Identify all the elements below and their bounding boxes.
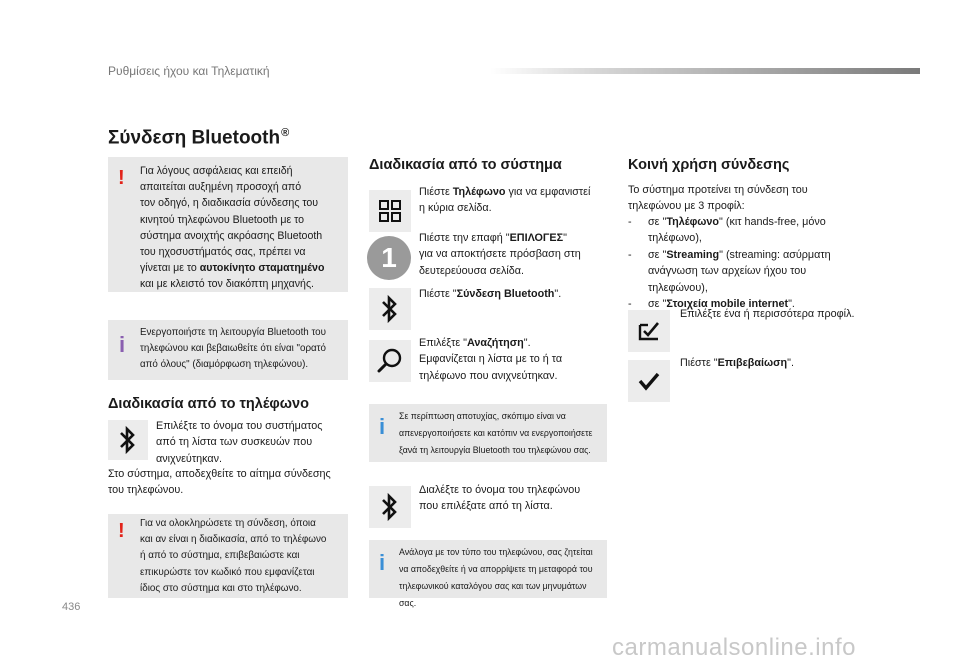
list-item: - σε "Streaming" (streaming: ασύρματη bbox=[628, 248, 831, 261]
list-item: - σε "Τηλέφωνο" (κιτ hands-free, μόνο bbox=[628, 216, 826, 228]
confirm-button[interactable] bbox=[628, 360, 670, 402]
info-note-enable-bluetooth bbox=[108, 320, 348, 380]
select-profiles-button[interactable] bbox=[628, 310, 670, 352]
system-step3-text: Πιέστε "Σύνδεση Bluetooth". bbox=[419, 288, 562, 300]
info-note-text: Ανάλογα με τον τύπο του τηλεφώνου, σας ζητείται να αποδεχθείτε ή να απορρίψετε τη μεταφορά του τηλεφωνικού καταλόγου σας και των μηνυμάτων σας. bbox=[399, 547, 593, 608]
bluetooth-icon bbox=[379, 294, 401, 324]
watermark: carmanualsonline.info bbox=[612, 634, 856, 661]
bluetooth-connection-button[interactable] bbox=[369, 288, 411, 330]
registered-mark: ® bbox=[281, 127, 290, 139]
grid-icon bbox=[378, 199, 402, 223]
search-icon bbox=[376, 347, 404, 375]
phone-procedure-step-text: Επιλέξτε το όνομα του συστήματος από τη λίστα των συσκευών που ανιχνεύτηκαν. bbox=[156, 420, 323, 465]
info-icon: i bbox=[379, 550, 386, 575]
warning-note-confirm-code bbox=[108, 514, 348, 598]
system-step2-text: Πιέστε την επαφή "ΕΠΙΛΟΓΕΣ" για να αποκτήσετε πρόσβαση στη δευτερεύουσα σελίδα. bbox=[419, 232, 581, 277]
info-note-text: Ενεργοποιήστε τη λειτουργία Bluetooth του τηλεφώνου και βεβαιωθείτε ότι είναι "ορατό από όλους" (διαμόρφωση τηλεφώνου). bbox=[140, 327, 326, 371]
checkbox-list-icon bbox=[637, 319, 661, 343]
info-note-failure bbox=[369, 404, 607, 462]
system-step1-text: Πιέστε Τηλέφωνο για να εμφανιστεί η κύρια σελίδα. bbox=[419, 186, 591, 215]
profile-list: - σε "Τηλέφωνο" (κιτ hands-free, μόνο τηλέφωνο), - σε "Streaming" (streaming: ασύρματη ανάγνωση των αρχείων ήχου του τηλεφώνου), - σε "Στοιχεία mobile internet". bbox=[628, 214, 888, 312]
info-note-phonebook bbox=[369, 540, 607, 608]
list-item: - σε "Στοιχεία mobile internet". bbox=[628, 298, 795, 311]
checkmark-icon bbox=[637, 369, 661, 393]
warning-note-text: Για λόγους ασφάλειας και επειδή απαιτείται αυξημένη προσοχή από τον οδηγό, η διαδικασία σύνδεσης του κινητού τηλεφώνου Bluetooth με το σύστημα ανοιχτής ακρόασης Bluetooth του ηχοσυστήματός σας, πρέπει να γίνεται με το αυτοκίνητο σταματημένο και με κλειστό τον διακόπτη μηχανής. bbox=[140, 165, 325, 291]
section-title-system-procedure: Διαδικασία από το σύστημα bbox=[369, 157, 562, 173]
phone-menu-button[interactable] bbox=[369, 190, 411, 232]
page-title bbox=[108, 127, 289, 149]
section-header-title: Ρυθμίσεις ήχου και Τηλεματική bbox=[108, 64, 270, 78]
phone-procedure-accept-text: Στο σύστημα, αποδεχθείτε το αίτημα σύνδεσης του τηλεφώνου. bbox=[108, 468, 331, 497]
info-icon: i bbox=[119, 332, 126, 357]
step-number-badge: 1 bbox=[367, 236, 411, 280]
system-step4-text: Επιλέξτε "Αναζήτηση". Εμφανίζεται η λίστα με το ή τα τηλέφωνο που ανιχνεύτηκαν. bbox=[419, 337, 563, 382]
warning-note-safety bbox=[108, 157, 348, 292]
bluetooth-icon bbox=[117, 425, 139, 455]
search-button[interactable] bbox=[369, 340, 411, 382]
exclamation-icon: ! bbox=[118, 167, 125, 189]
section-title-connection-sharing: Κοινή χρήση σύνδεσης bbox=[628, 157, 790, 173]
info-note-text: Σε περίπτωση αποτυχίας, σκόπιμο είναι να απενεργοποιήσετε και κατόπιν να ενεργοποιήσετε ξανά τη λειτουργία Bluetooth του τηλεφώνου σας. bbox=[399, 411, 593, 455]
header-gradient-bar bbox=[490, 68, 920, 74]
section-title-phone-procedure: Διαδικασία από το τηλέφωνο bbox=[108, 396, 309, 412]
confirm-text: Πιέστε "Επιβεβαίωση". bbox=[680, 357, 794, 369]
bluetooth-button[interactable] bbox=[108, 420, 148, 460]
system-step5-text: Διαλέξτε το όνομα του τηλεφώνου που επιλέξατε από τη λίστα. bbox=[419, 484, 581, 513]
bluetooth-icon bbox=[379, 492, 401, 522]
warning-note-text: Για να ολοκληρώσετε τη σύνδεση, όποια και αν είναι η διαδικασία, από το τηλέφωνο ή από το σύστημα, επιβεβαιώστε και επικυρώστε τον κωδικό που εμφανίζεται ίδιος στο σύστημα και στο τηλέφωνο. bbox=[140, 518, 327, 594]
info-icon: i bbox=[379, 414, 386, 439]
page-number: 436 bbox=[62, 601, 81, 613]
connection-sharing-intro: Το σύστημα προτείνει τη σύνδεση του τηλεφώνου με 3 προφίλ: bbox=[628, 184, 808, 213]
select-profiles-text: Επιλέξτε ένα ή περισσότερα προφίλ. bbox=[680, 308, 855, 320]
exclamation-icon: ! bbox=[118, 520, 125, 542]
page-title-text: Σύνδεση Bluetooth bbox=[108, 127, 281, 149]
bluetooth-select-phone-button[interactable] bbox=[369, 486, 411, 528]
